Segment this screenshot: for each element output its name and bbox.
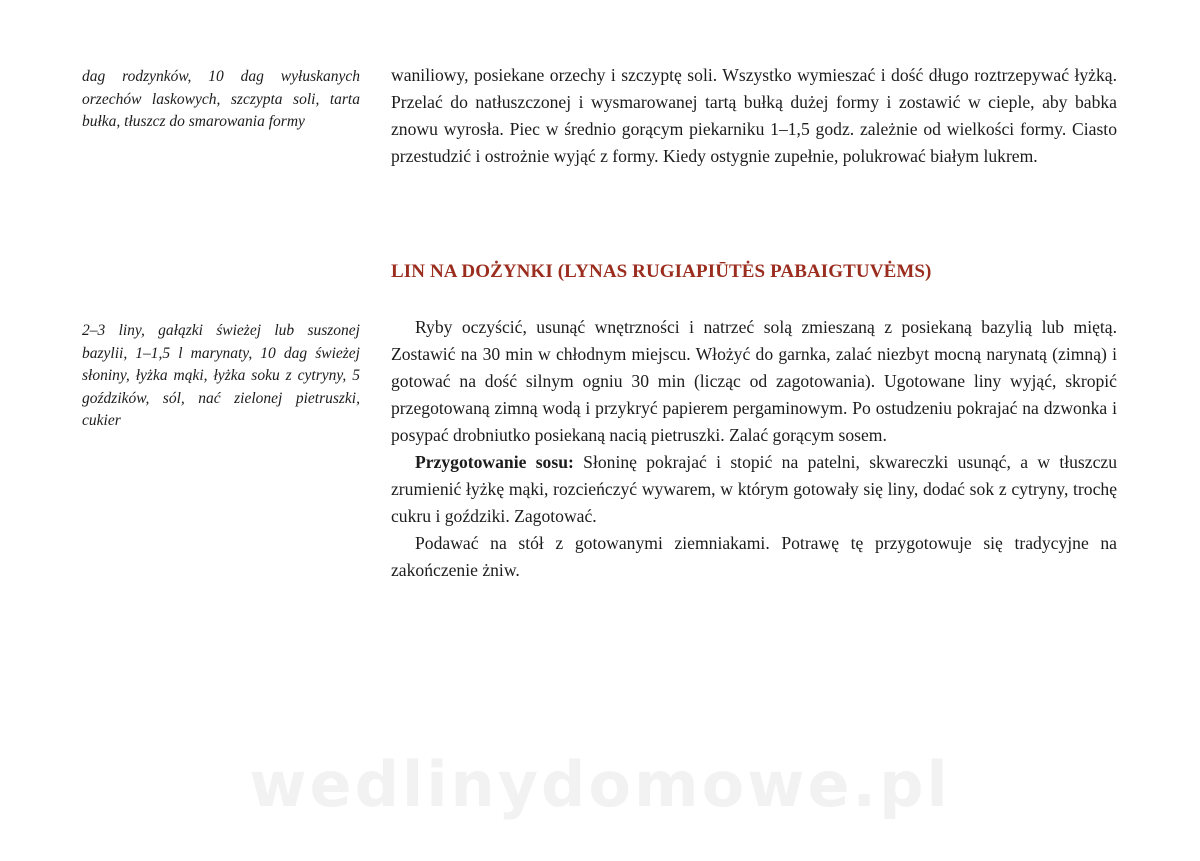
ingredients-list-1: dag rodzynków, 10 dag wyłuskanych orzechów laskowych, szczypta soli, tarta bułka, tłuszcz do smarowania formy xyxy=(82,68,360,130)
sauce-text: Słoninę pokrajać i stopić na patelni, skwareczki usunąć, a w tłuszczu zrumienić łyżkę mąki, rozcieńczyć wywarem, w którym gotowały się liny, dodać sok z cytryny, trochę cukru i goździki. Zagotować. xyxy=(391,452,1117,526)
watermark: wedlinydomowe.pl xyxy=(249,748,951,821)
recipe-1-continuation: waniliowy, posiekane orzechy i szczyptę soli. Wszystko wymieszać i dość długo roztrzepywać łyżką. Przelać do natłuszczonej i wysmarowanej tartą bułką dużej formy i zostawić w cieple, aby babka znowu wyrosła. Piec w średnio gorącym piekarniku 1–1,5 godz. zależnie od wielkości formy. Ciasto przestudzić i ostrożnie wyjąć z formy. Kiedy ostygnie zupełnie, polukrować białym lukrem. xyxy=(391,65,1117,166)
ingredients-list-2: 2–3 liny, gałązki świeżej lub suszonej bazylii, 1–1,5 l marynaty, 10 dag świeżej słoniny, łyżka mąki, łyżka soku z cytryny, 5 goździków, sól, nać zielonej pietruszki, cukier xyxy=(82,322,360,429)
recipe-2-instructions xyxy=(391,314,1117,584)
recipe-1-instructions xyxy=(391,62,1117,170)
recipe-2-paragraph-1: Ryby oczyścić, usunąć wnętrzności i natrzeć solą zmieszaną z posiekaną bazylią lub miętą. Zostawić na 30 min w chłodnym miejscu. Włożyć do garnka, zalać niezbyt mocną narynatą (zimną) i gotować na dość silnym ogniu 30 min (licząc od zagotowania). Ugotowane liny wyjąć, skropić przegotowaną zimną wodą i przykryć papierem pergaminowym. Po ostudzeniu pokrajać na dzwonka i posypać drobniutko posiekaną nacią pietruszki. Zalać gorącym sosem. xyxy=(391,317,1117,445)
sauce-label: Przygotowanie sosu: xyxy=(415,452,574,472)
recipe-2-paragraph-3: Podawać na stół z gotowanymi ziemniakami. Potrawę tę przygotowuje się tradycyjne na zakończenie żniw. xyxy=(391,533,1117,580)
recipe-2-sauce-paragraph xyxy=(391,449,1117,530)
recipe-2-title: LIN NA DOŻYNKI (LYNAS RUGIAPIŪTĖS PABAIGTUVĖMS) xyxy=(391,261,932,282)
